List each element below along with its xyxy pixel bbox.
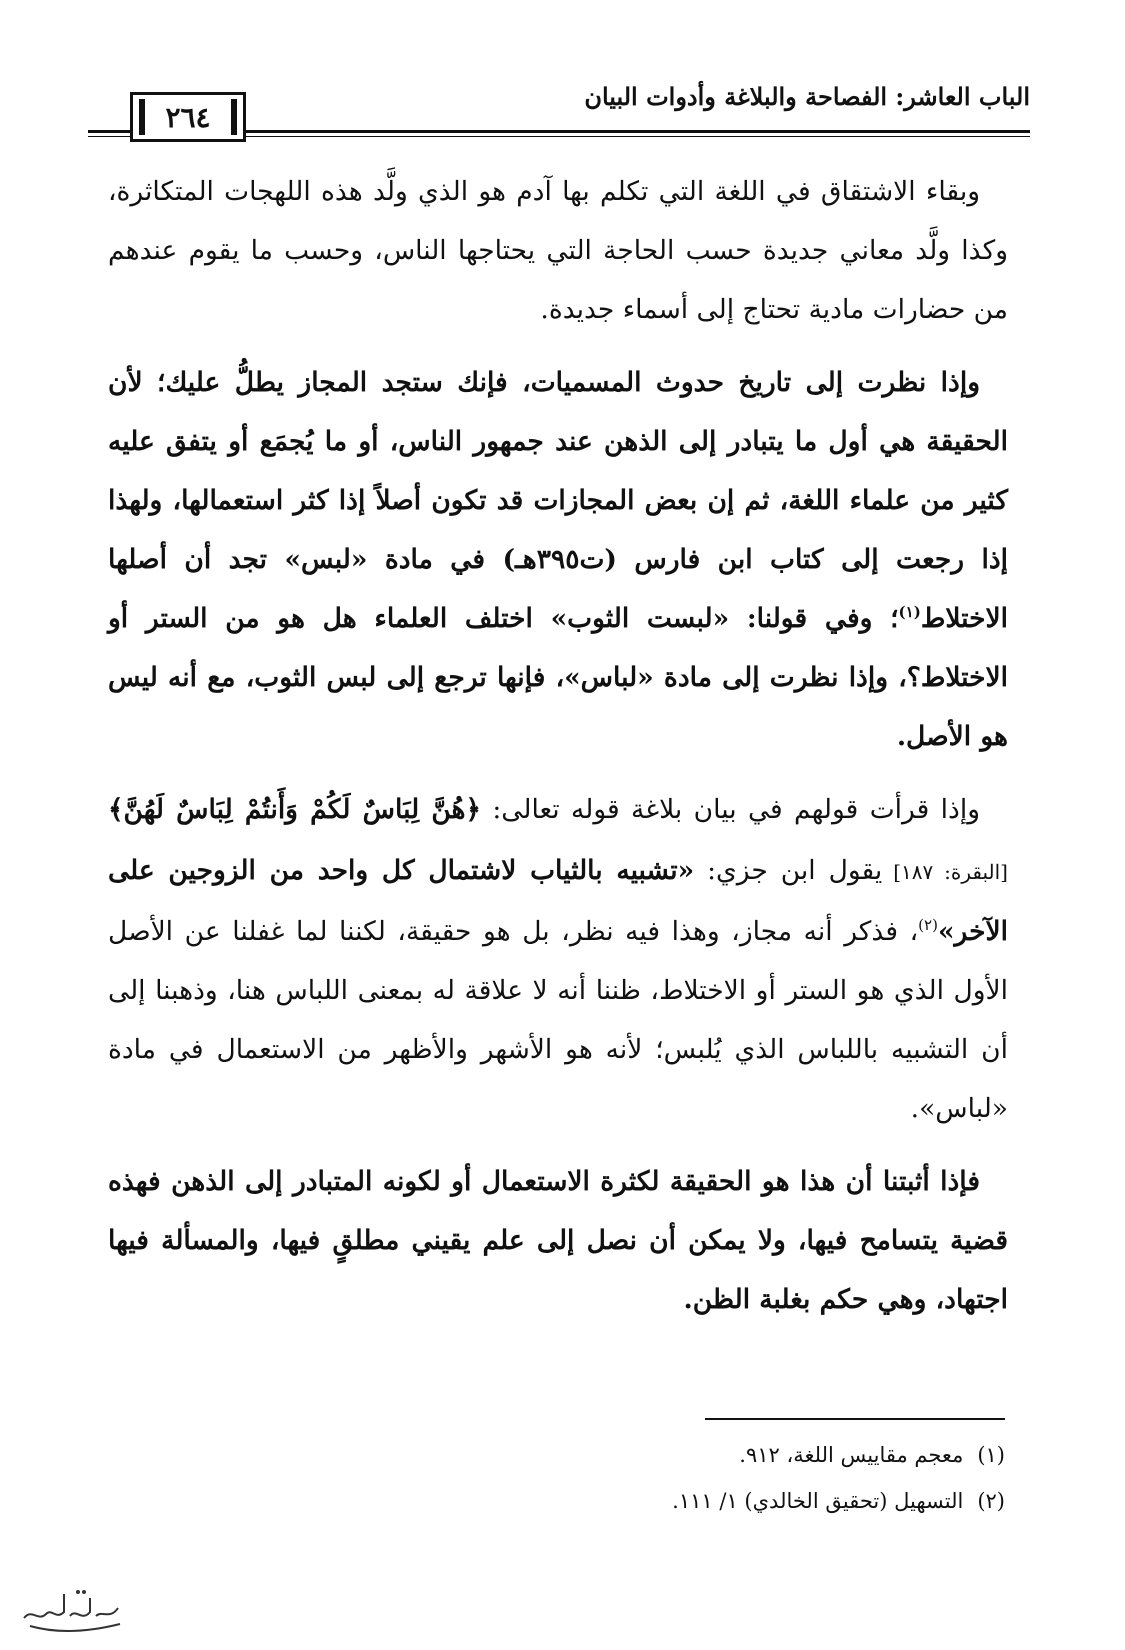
- paragraph-3: [108, 780, 1008, 1138]
- paragraph-3-text-c: ، فذكر أنه مجاز، وهذا فيه نظر، بل هو حقيقة، لكننا لما غفلنا عن الأصل الأول الذي هو الستر أو الاختلاط، ظننا أنه لا علاقة له بمعنى اللباس هنا، وذهبنا إلى أن التشبيه باللباس الذي يُلبس؛ لأنه هو الأشهر والأظهر من الاستعمال في مادة «لباس».: [108, 916, 1008, 1124]
- page-number: ٢٦٤: [165, 100, 211, 134]
- verse-reference: [البقرة: ١٨٧]: [882, 860, 1008, 884]
- body-text: [108, 162, 1008, 1329]
- header-rule-segment: [246, 130, 350, 133]
- quran-verse: ﴿هُنَّ لِبَاسٌ لَكُمْ وَأَنتُمْ لِبَاسٌ لَهُنَّ﴾: [108, 794, 481, 825]
- footnote-2-number: (٢): [977, 1489, 1005, 1513]
- header-rule-thick: [350, 130, 1030, 133]
- footnote-separator: [705, 1418, 1005, 1420]
- paragraph-3-text-a: وإذا قرأت قولهم في بيان بلاغة قوله تعالى:: [481, 794, 980, 825]
- paragraph-1: [108, 162, 1008, 339]
- header-rule-segment: [88, 130, 130, 133]
- running-header: [88, 70, 1030, 152]
- footnote-1-number: (١): [977, 1443, 1005, 1467]
- watermark-logo: [18, 1578, 128, 1638]
- paragraph-3-text-b: يقول ابن جزي:: [694, 855, 883, 886]
- header-rule-thin: [350, 136, 1030, 137]
- footnote-1: [155, 1432, 1005, 1478]
- paragraph-4: [108, 1152, 1008, 1329]
- paragraph-4-text: فإذا أثبتنا أن هذا هو الحقيقة لكثرة الاستعمال أو لكونه المتبادر إلى الذهن فهذه قضية يتسامح فيها، ولا يمكن أن نصل إلى علم يقيني مطلقٍ فيها، والمسألة فيها اجتهاد، وهي حكم بغلبة الظن.: [108, 1166, 1008, 1315]
- footnote-2: [155, 1478, 1005, 1524]
- header-rule-segment: [246, 136, 350, 137]
- paragraph-1-text: وبقاء الاشتقاق في اللغة التي تكلم بها آدم هو الذي ولَّد هذه اللهجات المتكاثرة، وكذا ولَّد معاني جديدة حسب الحاجة التي يحتاجها الناس، وحسب ما يقوم عندهم من حضارات مادية تحتاج إلى أسماء جديدة.: [108, 176, 1008, 325]
- footnote-ref-1: (١): [898, 603, 921, 622]
- page-number-box: [130, 92, 246, 142]
- paragraph-2-text-a: وإذا نظرت إلى تاريخ حدوث المسميات، فإنك ستجد المجاز يطلُّ عليك؛ لأن الحقيقة هي أول ما يتبادر إلى الذهن عند جمهور الناس، أو ما يُجمَع أو يتفق عليه كثير من علماء اللغة، ثم إن بعض المجازات قد تكون أصلاً إذا كثر استعمالها، ولهذا إذا رجعت إلى كتاب ابن فارس (ت٣٩٥هـ) في مادة «لبس» تجد أن أصلها الاختلاط: [108, 367, 1009, 634]
- paragraph-2: [108, 353, 1008, 766]
- ibn-juzay-quote: «تشبيه بالثياب لاشتمال كل واحد من الزوجين على الآخر»: [108, 855, 1008, 947]
- footnote-ref-2: (٢): [918, 916, 938, 935]
- watermark-logo-icon: [18, 1578, 128, 1638]
- footnotes: [155, 1432, 1005, 1524]
- running-title: الباب العاشر: الفصاحة والبلاغة وأدوات البيان: [584, 82, 1030, 111]
- paragraph-2-text-b: ؛ وفي قولنا: «لبست الثوب» اختلف العلماء هل هو من الستر أو الاختلاط؟، وإذا نظرت إلى مادة «لباس»، فإنها ترجع إلى لبس الثوب، مع أنه ليس هو الأصل.: [108, 603, 1008, 752]
- footnote-1-text: معجم مقاييس اللغة، ٩١٢.: [739, 1443, 964, 1467]
- header-rule-segment: [88, 136, 130, 137]
- footnote-2-text: التسهيل (تحقيق الخالدي) ١/ ١١١.: [672, 1489, 964, 1513]
